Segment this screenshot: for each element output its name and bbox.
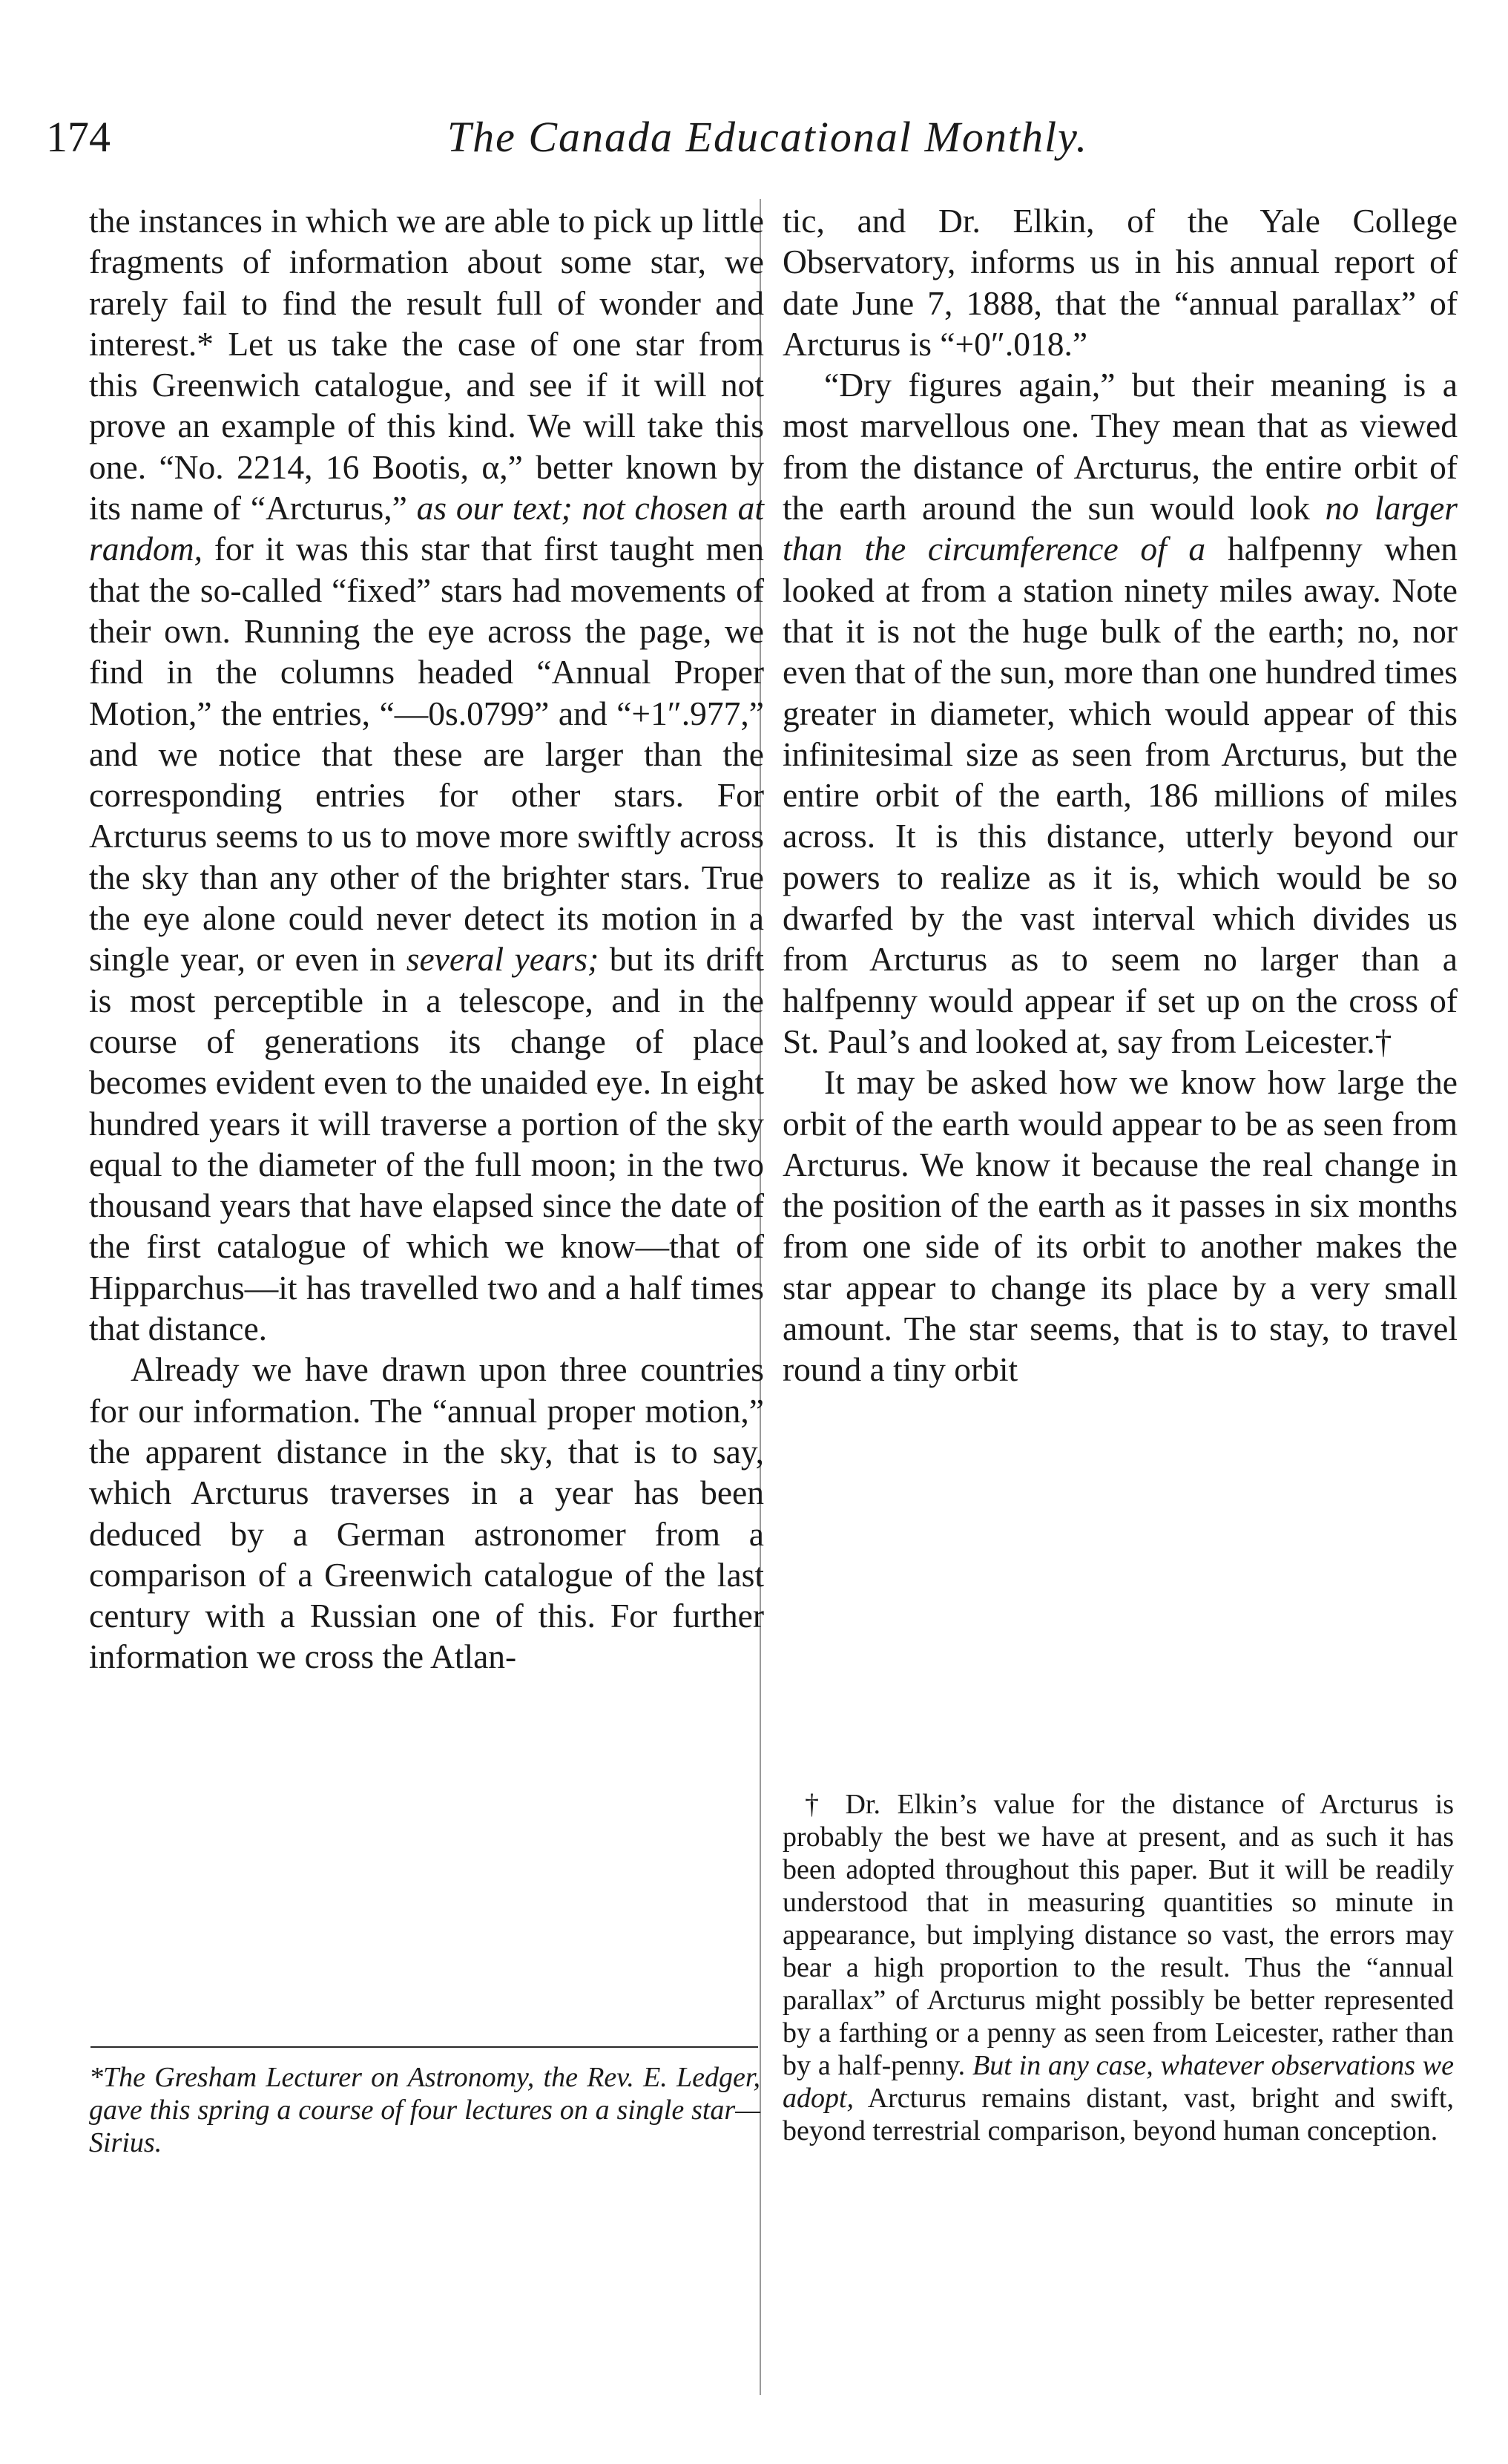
- left-paragraph-2: Already we have drawn upon three countries for our information. The “annual proper motion,” the apparent distance in the sky, that is to say, which Arcturus traverses in a year has been deduced by a German astronomer from a comparison of a Greenwich catalogue of the last century with a Russian one of this. For further information we cross the Atlan-: [89, 1350, 764, 1676]
- footnote-gresham: [89, 2061, 760, 2159]
- right-paragraph-2: [783, 364, 1458, 1062]
- right-paragraph-1: tic, and Dr. Elkin, of the Yale College Observatory, informs us in his annual report of date June 7, 1888, that the “annual parallax” of Arcturus is “+0″.018.”: [783, 202, 1458, 363]
- right-column: [783, 200, 1458, 1390]
- left-column: [89, 200, 764, 1678]
- footnote-rule: [90, 2046, 758, 2048]
- footnote-elkin-text-a: † Dr. Elkin’s value for the distance of Arcturus is probably the best we have at present, and as such it has been adopted throughout this paper. But it will be readily understood that in measuring quantities so minute in appearance, but implying distance so vast, the errors may bear a high proportion to the result. Thus the “annual parallax” of Arcturus might possibly be better represented by a farthing or a penny as seen from Leicester, rather than by a half-penny.: [783, 1789, 1454, 2081]
- right-paragraph-3: It may be asked how we know how large the orbit of the earth would appear to be as seen from Arcturus. We know it because the real change in the position of the earth as it passes in six months from one side of its orbit to another makes the star appear to change its place by a very small amount. The star seems, that is to stay, to travel round a tiny orbit: [783, 1063, 1458, 1389]
- footnote-elkin-paragraph: [783, 1788, 1454, 2147]
- page-number: 174: [46, 113, 111, 161]
- right-p2-italic: no larger than the circumference of a: [783, 489, 1458, 568]
- footnote-gresham-text: *The Gresham Lecturer on Astronomy, the Rev. E. Ledger, gave this spring a course of four lectures on a single star—Sirius.: [89, 2062, 760, 2158]
- left-p1-text-b: for it was this star that first taught men that the so-called “fixed” stars had movements of their own. Running the eye across the page, we find in the columns headed “Annual Proper Motion,” the entries, “—0s.0799” and “+1″.977,” and we notice that these are larger than the corresponding entries for other stars. For Arcturus seems to us to move more swiftly across the sky than any other of the brighter stars. True the eye alone could never detect its motion in a single year, or even in: [89, 530, 764, 979]
- right-p2-text-b: halfpenny when looked at from a station ninety miles away. Note that it is not the huge bulk of the earth; no, nor even that of the sun, more than one hundred times greater in diameter, which would appear of this infinitesimal size as seen from Arcturus, but the entire orbit of the earth, 186 millions of miles across. It is this distance, utterly beyond our powers to realize as it is, which would be so dwarfed by the vast interval which divides us from Arcturus as to seem no larger than a halfpenny would appear if set up on the cross of St. Paul’s and looked at, say from Leicester.†: [783, 530, 1458, 1060]
- left-p1-italic-a: as our text; not chosen at random,: [89, 489, 764, 568]
- running-title: The Canada Educational Monthly.: [447, 113, 1089, 161]
- left-p1-italic-b: several years;: [406, 940, 599, 979]
- left-paragraph-1: [89, 200, 764, 1349]
- footnote-elkin-italic: But in any case, whatever observations we adopt,: [783, 2050, 1455, 2114]
- footnote-elkin-text-b: Arcturus remains distant, vast, bright and swift, beyond terrestrial comparison, beyond human conception.: [783, 2083, 1454, 2146]
- right-p2-text-a: “Dry figures again,” but their meaning is a most marvellous one. They mean that as viewed from the distance of Arcturus, the entire orbit of the earth around the sun would look: [783, 366, 1458, 528]
- left-p1-text-a: the instances in which we are able to pick up little fragments of information about some star, we rarely fail to find the result full of wonder and interest.* Let us take the case of one star from this Greenwich catalogue, and see if it will not prove an example of this kind. We will take this one. “No. 2214, 16 Bootis, α,” better known by its name of “Arcturus,”: [89, 202, 764, 528]
- footnote-elkin: [783, 1788, 1454, 2147]
- left-p1-text-c: but its drift is most perceptible in a telescope, and in the course of generations its change of place becomes evident even to the unaided eye. In eight hundred years it will traverse a portion of the sky equal to the diameter of the full moon; in the two thousand years that have elapsed since the date of the first catalogue of which we know—that of Hipparchus—it has travelled two and a half times that distance.: [89, 940, 764, 1348]
